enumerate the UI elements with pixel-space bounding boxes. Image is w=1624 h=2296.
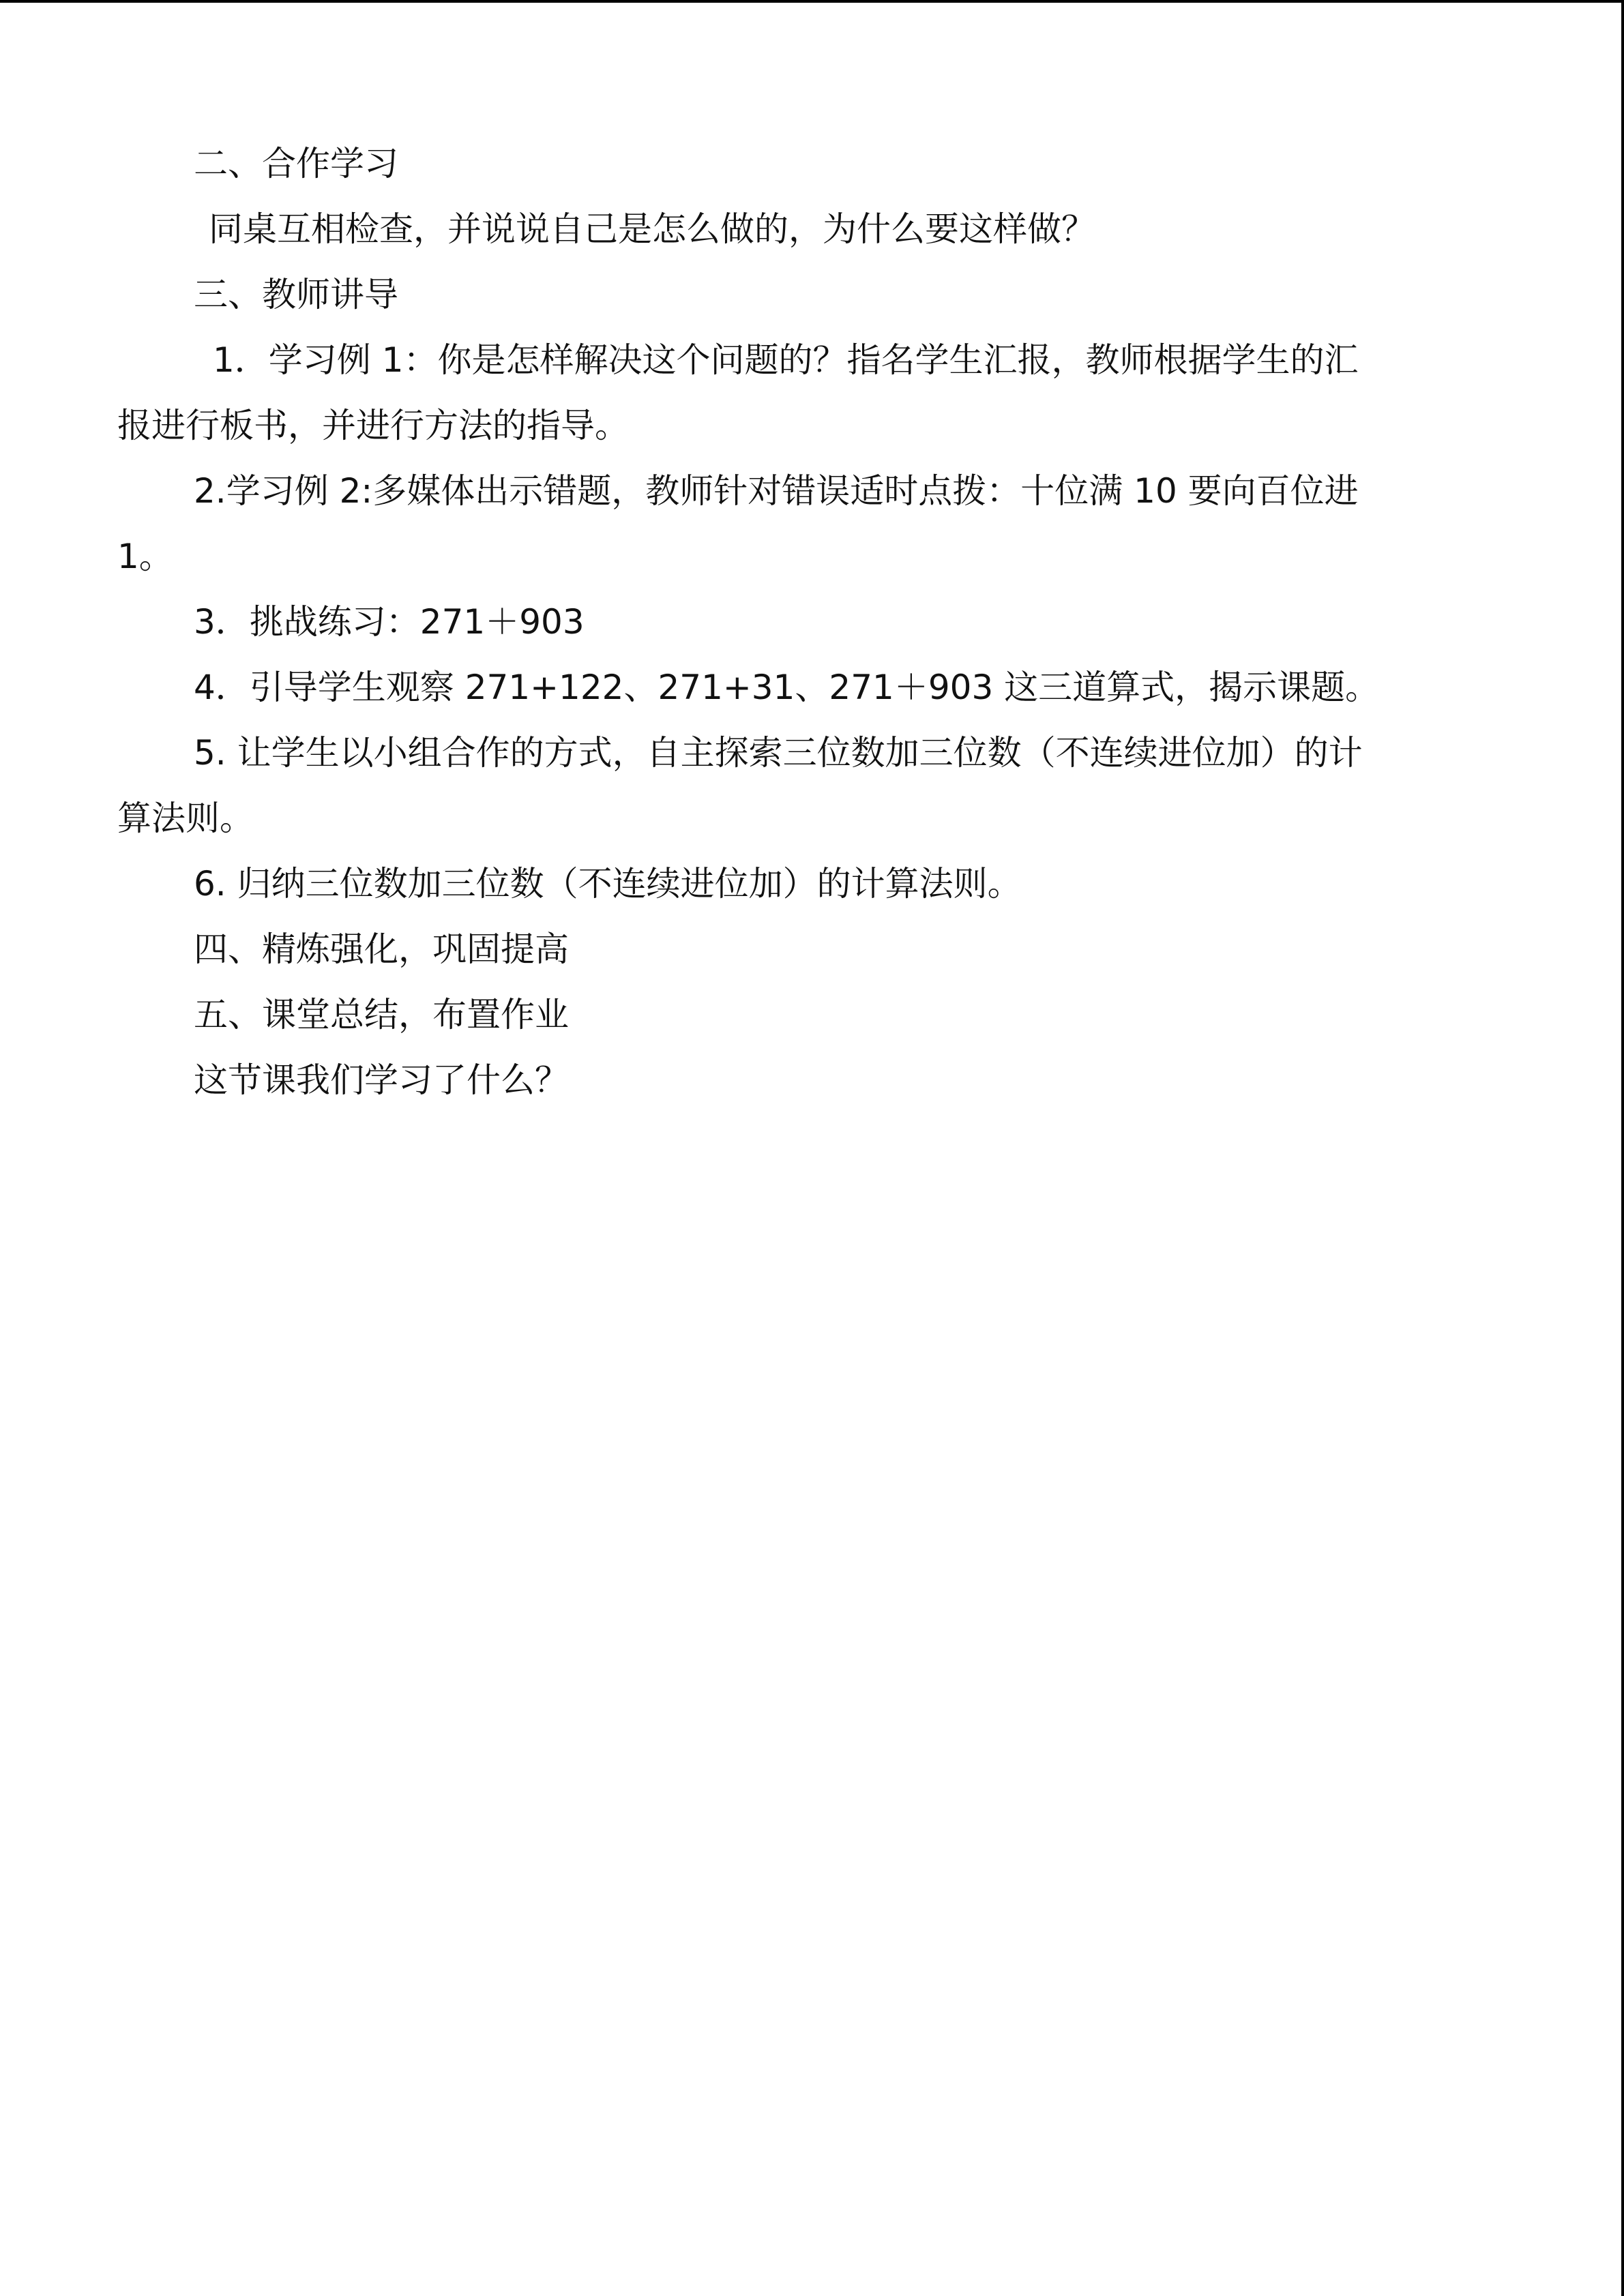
document-body [117,131,1509,1113]
list-item-2-line-2: 1。 [117,537,173,576]
section-heading-summary: 五、课堂总结，布置作业 [194,995,569,1034]
list-item-6: 6. 归纳三位数加三位数（不连续进位加）的计算法则。 [194,864,1022,904]
list-item-3: 3．挑战练习：271＋903 [194,602,585,642]
list-item-1-line-1: 1．学习例 1：你是怎样解决这个问题的？指名学生汇报，教师根据学生的汇 [213,340,1359,380]
section-heading-practice: 四、精炼强化，巩固提高 [194,929,569,969]
section-heading-teacher-guidance: 三、教师讲导 [194,275,398,314]
list-item-2-line-1: 2.学习例 2:多媒体出示错题，教师针对错误适时点拨：十位满 10 要向百位进 [194,471,1359,511]
paragraph-summary-question: 这节课我们学习了什么？ [194,1060,569,1100]
list-item-1-line-2: 报进行板书，并进行方法的指导。 [117,406,629,445]
list-item-5-line-1: 5. 让学生以小组合作的方式，自主探索三位数加三位数（不连续进位加）的计 [194,733,1363,773]
list-item-4: 4．引导学生观察 271+122、271+31、271＋903 这三道算式，揭示课题。 [194,668,1380,707]
list-item-5-line-2: 算法则。 [117,799,254,838]
paragraph-peer-check: 同桌互相检查，并说说自己是怎么做的，为什么要这样做？ [209,209,1095,249]
section-heading-cooperative-learning: 二、合作学习 [194,144,398,183]
